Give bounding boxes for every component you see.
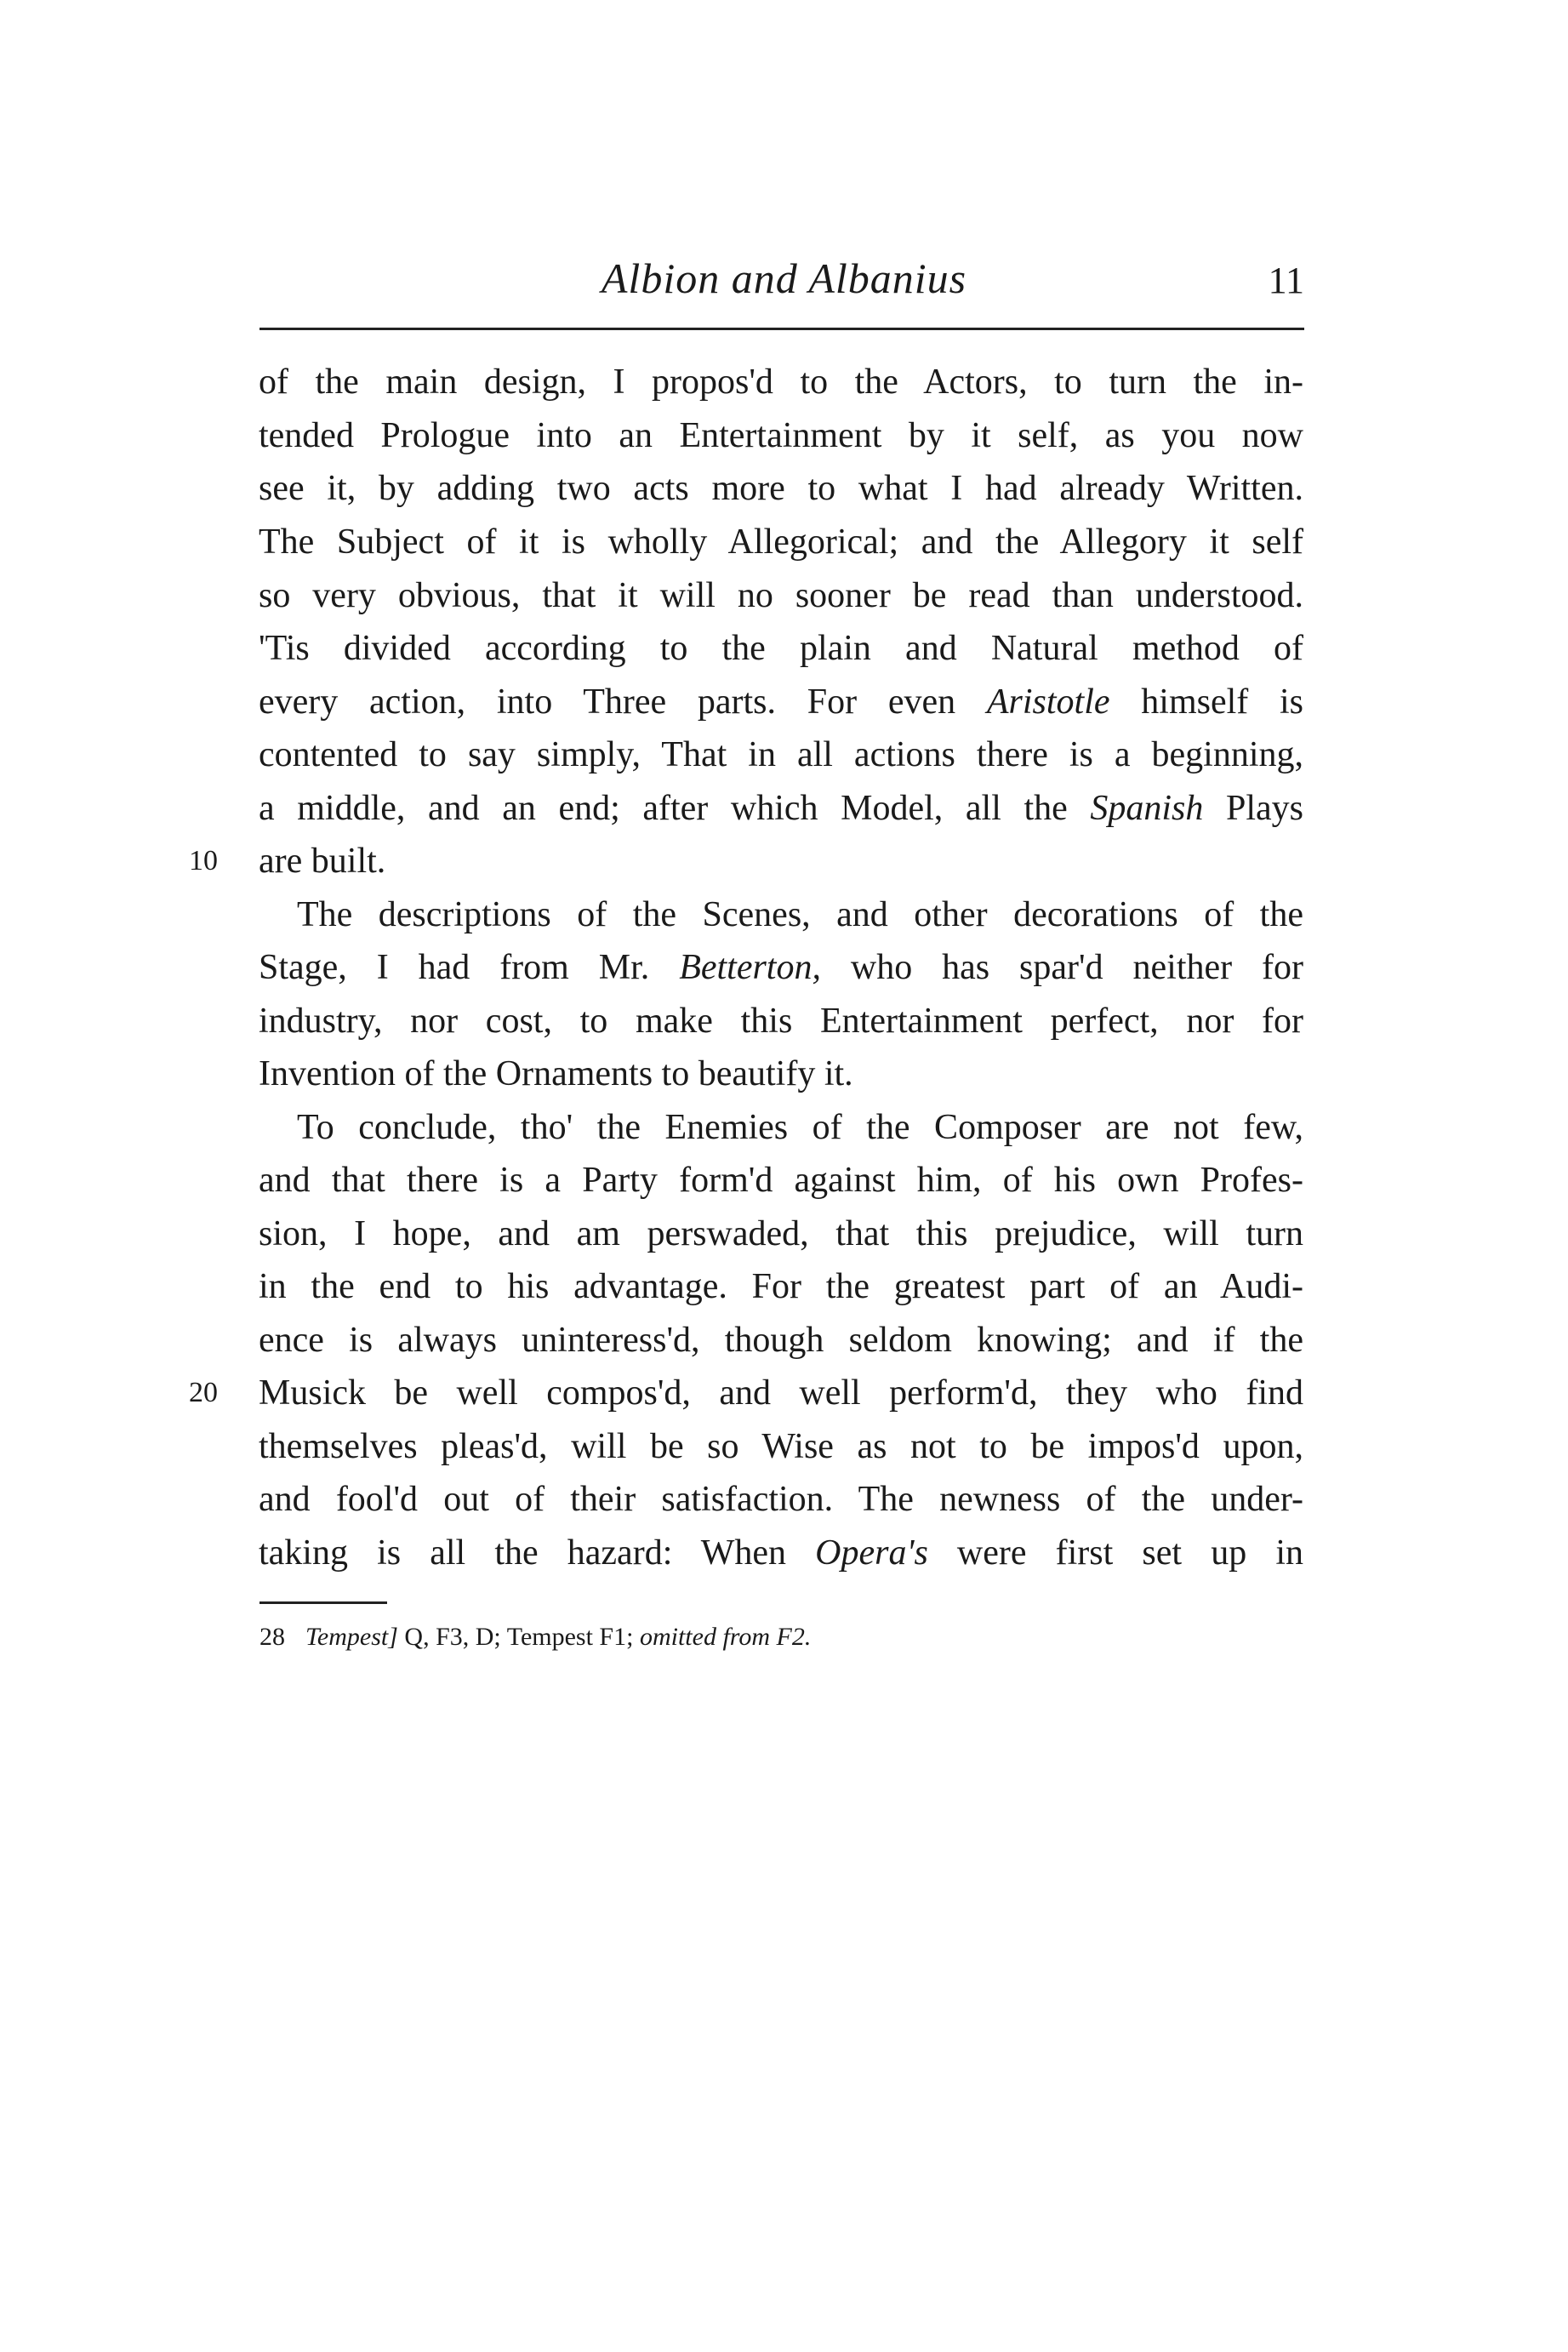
text-run: himself is: [1141, 682, 1304, 722]
text-run: a middle, and an end; after which Model, all the: [259, 789, 1068, 828]
page-number: 11: [1268, 260, 1304, 301]
text-line: and that there is a Party form'd against him, of his own Profes-: [259, 1161, 1303, 1200]
footnote-number: 28: [259, 1623, 285, 1651]
text-line: themselves pleas'd, will be so Wise as not to be impos'd upon,: [259, 1427, 1303, 1466]
text-line: contented to say simply, That in all actions there is a beginning,: [259, 735, 1303, 774]
text-line: and fool'd out of their satisfaction. The newness of the under-: [259, 1480, 1303, 1519]
text-line: Musick be well compos'd, and well perform'd, they who find: [259, 1373, 1303, 1413]
text-line: tended Prologue into an Entertainment by it self, as you now: [259, 416, 1303, 455]
italic-run: Spanish: [1090, 789, 1204, 828]
text-run: Stage, I had from Mr.: [259, 948, 650, 987]
italic-run: Betterton,: [679, 948, 821, 987]
text-line: of the main design, I propos'd to the Actors, to turn the in-: [259, 363, 1303, 402]
text-line: are built.: [259, 842, 386, 881]
text-line: Invention of the Ornaments to beautify it.: [259, 1054, 853, 1093]
italic-run: Opera's: [815, 1533, 928, 1573]
text-run: who has spar'd neither for: [850, 948, 1304, 987]
text-line: To conclude, tho' the Enemies of the Composer are not few,: [297, 1108, 1303, 1147]
footnote: [259, 1618, 1304, 1656]
text-line: The descriptions of the Scenes, and other decorations of the: [297, 895, 1303, 934]
footnote-rule: [259, 1601, 387, 1604]
text-line: [259, 785, 1303, 831]
text-line: in the end to his advantage. For the greatest part of an Audi-: [259, 1267, 1303, 1306]
text-run: every action, into Three parts. For even: [259, 682, 956, 722]
running-title: Albion and Albanius: [601, 254, 967, 302]
text-line: ence is always uninteress'd, though seldom knowing; and if the: [259, 1321, 1303, 1360]
footnote-lemma: Tempest]: [305, 1623, 398, 1651]
text-line: The Subject of it is wholly Allegorical; and the Allegory it self: [259, 522, 1303, 562]
text-run: Plays: [1226, 789, 1304, 828]
text-line: [259, 945, 1303, 990]
line-number: 20: [189, 1377, 218, 1408]
footnote-readings: Q, F3, D; Tempest F1;: [404, 1623, 634, 1651]
text-run: were first set up in: [956, 1533, 1303, 1573]
text-line: [259, 679, 1303, 725]
text-run: taking is all the hazard: When: [259, 1533, 787, 1573]
footnote-note: omitted from F2.: [639, 1623, 812, 1651]
text-line: see it, by adding two acts more to what I had already Written.: [259, 469, 1303, 508]
text-line: 'Tis divided according to the plain and Natural method of: [259, 629, 1303, 668]
italic-run: Aristotle: [986, 682, 1110, 722]
text-line: sion, I hope, and am perswaded, that this prejudice, will turn: [259, 1214, 1303, 1253]
text-line: so very obvious, that it will no sooner be read than understood.: [259, 576, 1303, 615]
header-rule: [259, 328, 1304, 330]
text-line: industry, nor cost, to make this Entertainment perfect, nor for: [259, 1002, 1303, 1041]
line-number: 10: [189, 845, 218, 876]
text-line: [259, 1530, 1303, 1576]
